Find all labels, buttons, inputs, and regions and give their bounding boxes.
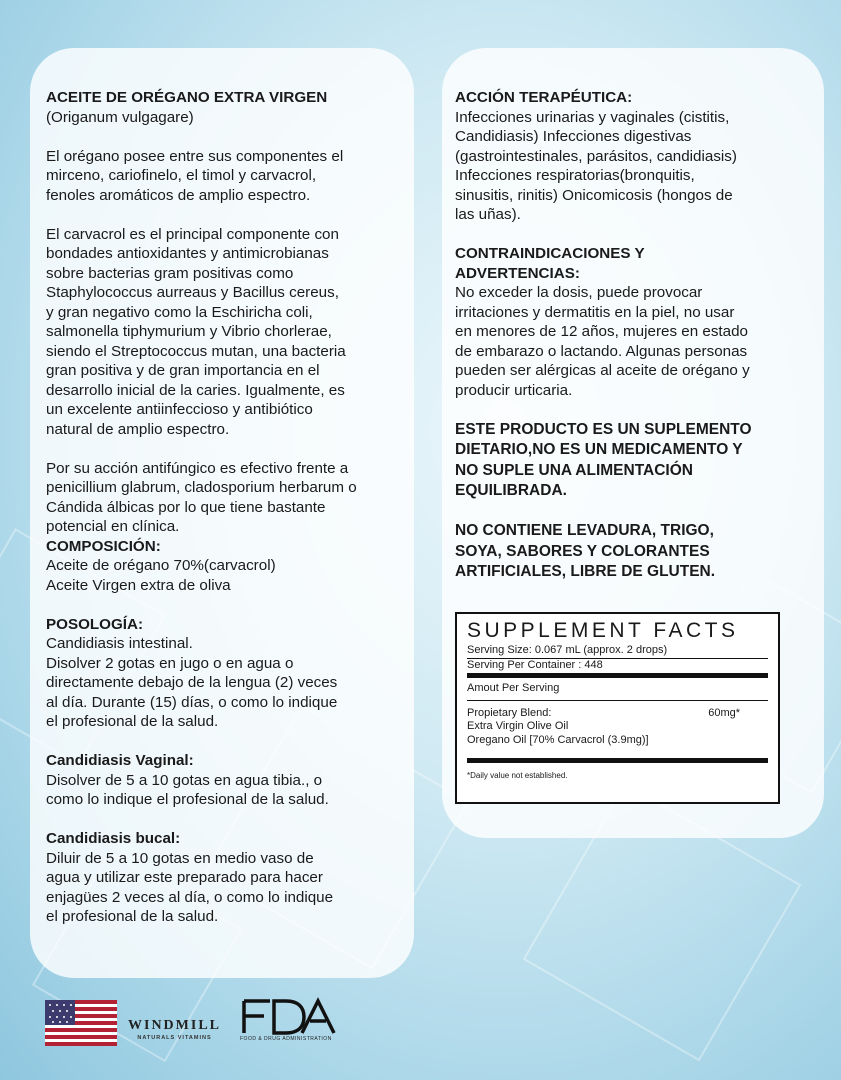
servings-per-container: Serving Per Container : 448 bbox=[467, 658, 603, 671]
supplement-warning: ESTE PRODUCTO ES UN SUPLEMENTO DIETARIO,NO ES UN MEDICAMENTO Y NO SUPLE UNA ALIMENTACIÓN EQUILIBRADA. bbox=[455, 420, 752, 499]
accion-text: Infecciones urinarias y vaginales (cistitis, Candidiasis) Infecciones digestivas (gastrointestinales, parásitos, candidiasis) Infecciones respiratorias(bronquitis, sinusitis, rinitis) Onicomicosis (hongos de las uñas). bbox=[455, 108, 737, 223]
us-flag-icon bbox=[45, 1000, 117, 1046]
blend-label: Propietary Blend: bbox=[467, 706, 552, 719]
facts-footnote: *Daily value not established. bbox=[467, 771, 568, 780]
left-column bbox=[46, 88, 398, 927]
blend-row bbox=[467, 707, 768, 721]
bucal-text: Diluir de 5 a 10 gotas en medio vaso de agua y utilizar este preparado para hacer enjagües 2 veces al día, o como lo indique el profesional de la salud. bbox=[46, 849, 334, 925]
fda-mark-icon bbox=[240, 997, 338, 1037]
serving-size: Serving Size: 0.067 mL (approx. 2 drops) bbox=[467, 644, 768, 659]
amount-per-serving: Amout Per Serving bbox=[467, 682, 768, 701]
intro-paragraph: El orégano posee entre sus componentes el mirceno, cariofinelo, el timol y carvacrol, fenoles aromáticos de amplio espectro. bbox=[46, 147, 344, 204]
antifungal-paragraph: Por su acción antifúngico es efectivo frente a penicillium glabrum, cladosporium herbarum o Cándida álbicas por lo que tiene bastante potencial en clínica. bbox=[46, 459, 357, 535]
bucal-heading: Candidiasis bucal: bbox=[46, 830, 181, 847]
accion-heading: ACCIÓN TERAPÉUTICA: bbox=[455, 89, 633, 106]
windmill-logo bbox=[128, 1018, 221, 1041]
supplement-facts-box bbox=[455, 612, 780, 804]
composicion-text: Aceite de orégano 70%(carvacrol) Aceite Virgen extra de oliva bbox=[46, 557, 276, 594]
facts-divider bbox=[467, 673, 768, 678]
fda-caption: FOOD & DRUG ADMINISTRATION bbox=[240, 1036, 332, 1042]
composicion-heading: COMPOSICIÓN: bbox=[46, 537, 161, 555]
carvacrol-paragraph: El carvacrol es el principal componente con bondades antioxidantes y antimicrobianas sobre bacterias gram positivas como Staphylococcus aurreaus y Bacillus cereus, y gran negativo como la Eschiricha coli, salmonella tiphymurium y Vibrio chorlerae, siendo el Streptococcus mutan, una bacteria gran positiva y de gran importancia en el desarrollo inicial de la caries. Igualmente, es un excelente antiinfeccioso y antibiótico natural de amplio espectro. bbox=[46, 225, 346, 438]
product-title: ACEITE DE ORÉGANO EXTRA VIRGEN bbox=[46, 89, 328, 106]
fda-logo bbox=[240, 997, 338, 1047]
posologia-text: Candidiasis intestinal. Disolver 2 gotas en jugo o en agua o directamente debajo de la lengua (2) veces al día. Durante (15) días, o como lo indique el profesional de la salud. bbox=[46, 635, 338, 730]
blend-amount: 60mg* bbox=[708, 706, 740, 719]
brand-subtitle: NATURALS VITAMINS bbox=[137, 1035, 212, 1041]
contra-text: No exceder la dosis, puede provocar irritaciones y dermatitis en la piel, no usar en menores de 12 años, mujeres en estado de embarazo o lactando. Algunas personas pueden ser alérgicas al aceite de orégano y producir urticaria. bbox=[455, 284, 750, 399]
contra-heading: CONTRAINDICACIONES Y ADVERTENCIAS: bbox=[455, 245, 645, 282]
free-from-statement: NO CONTIENE LEVADURA, TRIGO, SOYA, SABORES Y COLORANTES ARTIFICIALES, LIBRE DE GLUTEN. bbox=[455, 522, 716, 580]
product-subtitle: (Origanum vulgagare) bbox=[46, 108, 194, 126]
ingredient-olive-oil: Extra Virgin Olive Oil bbox=[467, 720, 569, 732]
vaginal-text: Disolver de 5 a 10 gotas en agua tibia., o como lo indique el profesional de la salud. bbox=[46, 771, 329, 808]
vaginal-heading: Candidiasis Vaginal: bbox=[46, 752, 194, 769]
facts-bottom-divider bbox=[467, 758, 768, 763]
brand-name: WINDMILL bbox=[128, 1018, 222, 1033]
right-column bbox=[455, 88, 805, 583]
posologia-heading: POSOLOGÍA: bbox=[46, 615, 144, 633]
ingredient-oregano-oil: Oregano Oil [70% Carvacrol (3.9mg)] bbox=[467, 733, 649, 746]
facts-title: SUPPLEMENT FACTS bbox=[467, 619, 739, 642]
